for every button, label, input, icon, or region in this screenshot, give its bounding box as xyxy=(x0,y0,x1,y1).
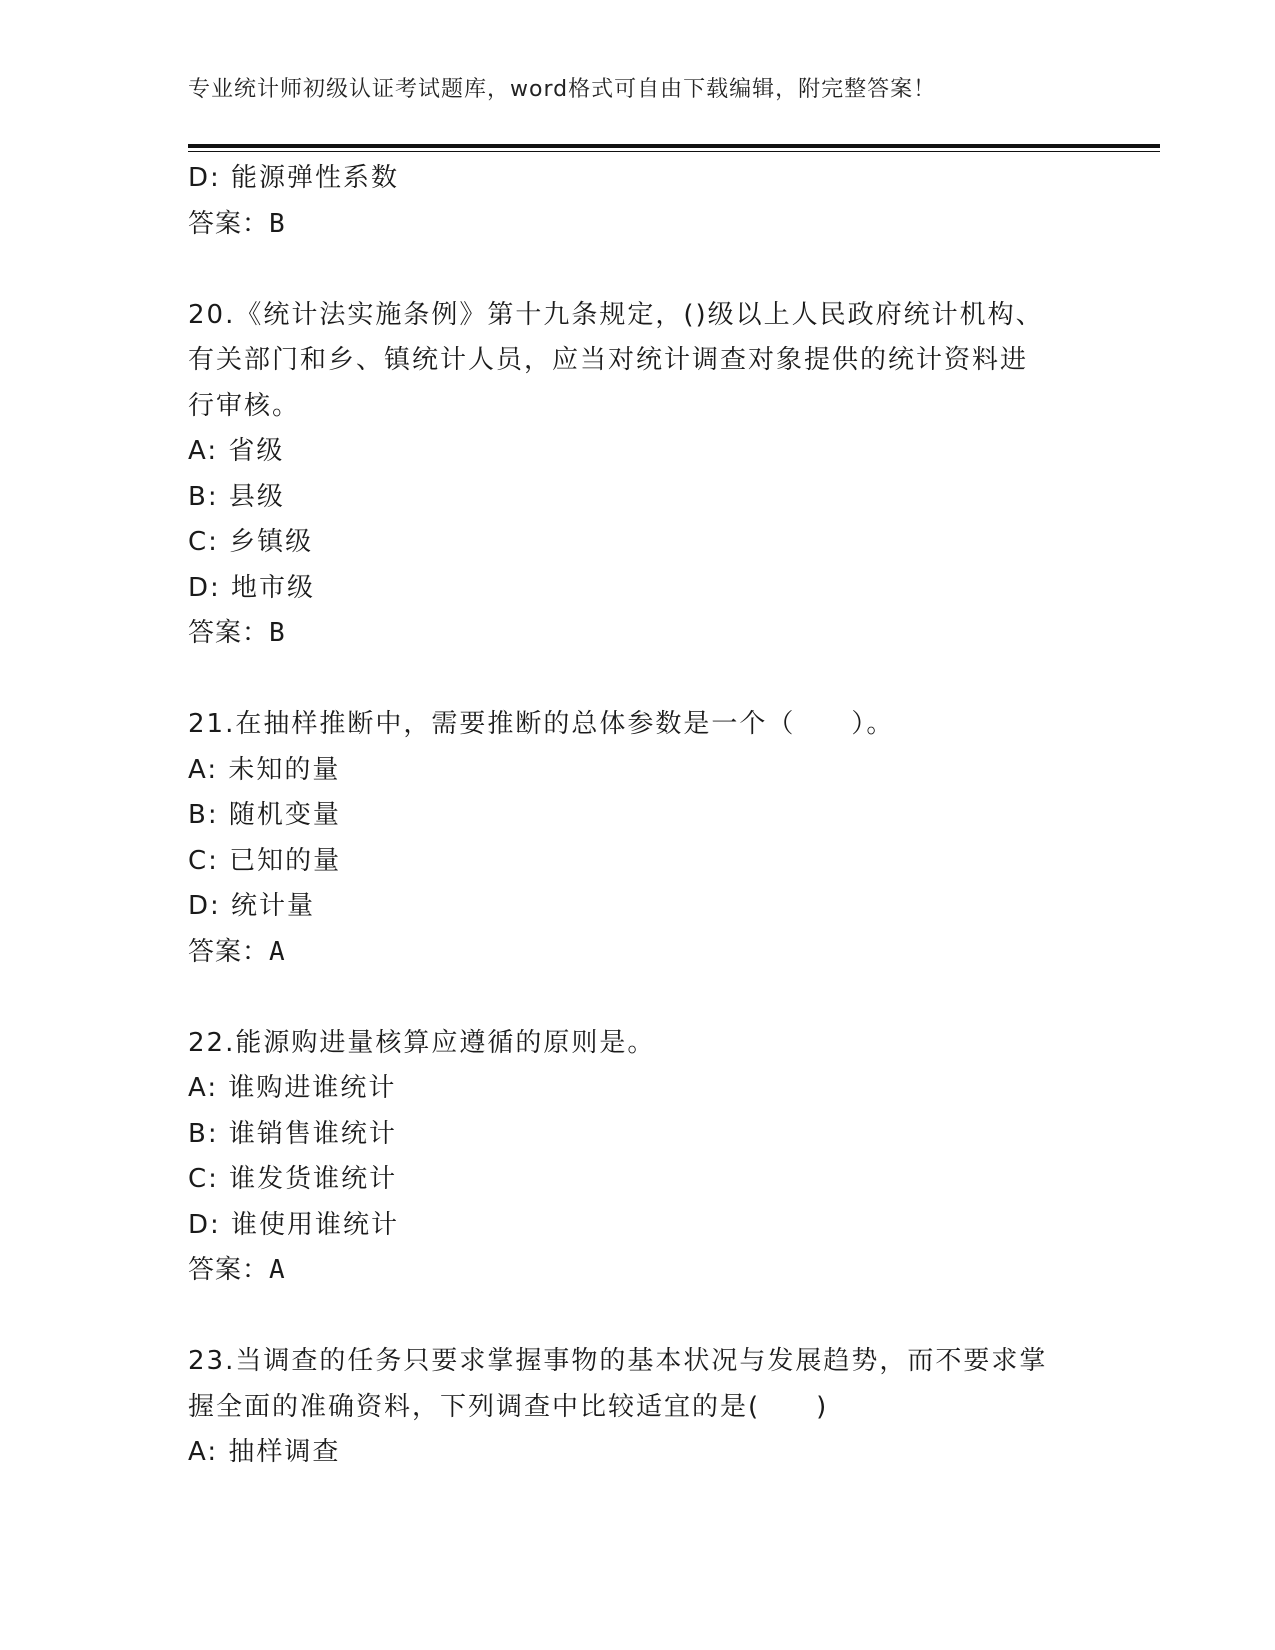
question-list xyxy=(188,156,1088,1476)
option-d: D: 能源弹性系数 xyxy=(188,163,400,193)
question-20-text: 有关部门和乡、镇统计人员，应当对统计调查对象提供的统计资料进 xyxy=(188,345,1029,375)
option-b: B: 谁销售谁统计 xyxy=(188,1118,397,1149)
option-b: B: 随机变量 xyxy=(188,800,341,830)
header-divider-thin xyxy=(188,151,1160,152)
option-c: C: 谁发货谁统计 xyxy=(188,1164,398,1194)
option-a: A: 未知的量 xyxy=(188,754,341,785)
option-d: D: 统计量 xyxy=(188,891,316,921)
spacer xyxy=(188,247,1088,293)
option-a: A: 抽样调查 xyxy=(188,1437,341,1467)
question-20-text: 行审核。 xyxy=(188,390,301,421)
answer: 答案：A xyxy=(188,936,286,967)
spacer xyxy=(188,657,1088,703)
page-header: 专业统计师初级认证考试题库，word格式可自由下载编辑，附完整答案！ xyxy=(188,77,937,102)
question-23-text: 23.当调查的任务只要求掌握事物的基本状况与发展趋势，而不要求掌 xyxy=(188,1346,1048,1376)
answer: 答案：B xyxy=(188,208,286,239)
option-b: B: 县级 xyxy=(188,481,285,512)
answer: 答案：B xyxy=(188,618,286,648)
question-21-text: 21.在抽样推断中，需要推断的总体参数是一个（ ）。 xyxy=(188,709,895,739)
spacer xyxy=(188,1294,1088,1340)
option-d: D: 谁使用谁统计 xyxy=(188,1209,400,1240)
header-divider-thick xyxy=(188,144,1160,148)
option-a: A: 谁购进谁统计 xyxy=(188,1073,397,1103)
answer: 答案：A xyxy=(188,1255,286,1285)
spacer xyxy=(188,975,1088,1021)
question-23-text: 握全面的准确资料，下列调查中比较适宜的是( ) xyxy=(188,1391,829,1422)
option-a: A: 省级 xyxy=(188,436,285,466)
option-d: D: 地市级 xyxy=(188,572,316,603)
question-20-text: 20.《统计法实施条例》第十九条规定，()级以上人民政府统计机构、 xyxy=(188,299,1044,330)
option-c: C: 已知的量 xyxy=(188,845,342,876)
option-c: C: 乡镇级 xyxy=(188,527,314,557)
question-22-text: 22.能源购进量核算应遵循的原则是。 xyxy=(188,1027,656,1058)
